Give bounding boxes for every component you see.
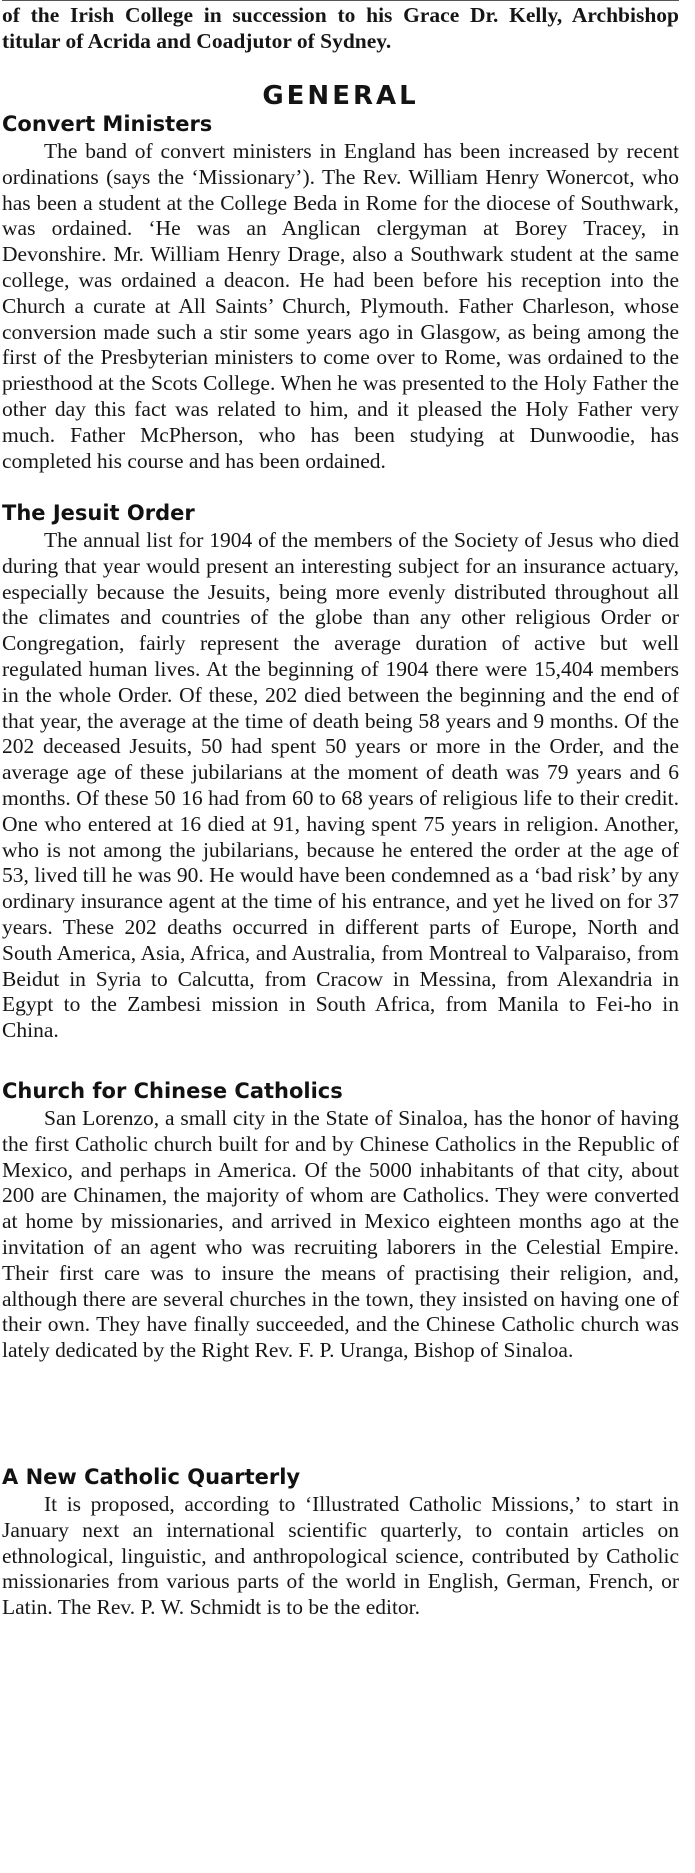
article-jesuit-order — [2, 500, 679, 1044]
section-heading-general: GENERAL — [262, 81, 419, 111]
article-convert-ministers — [2, 111, 679, 474]
article-chinese-catholics — [2, 1078, 679, 1364]
article-title: Convert Ministers — [2, 112, 213, 136]
article-body: It is proposed, according to ‘Illustrated Catholic Missions,’ to start in January next an international scientific quarterly, to contain articles on ethnological, linguistic, and anthropological science, contributed by Catholic missionaries from various parts of the world in English, German, French, or Latin. The Rev. P. W. Schmidt is to be the editor. — [2, 1492, 679, 1620]
article-body: The band of convert ministers in England has been increased by recent ordinations (says the ‘Missionary’). The Rev. William Henry Wonercot, who has been a student at the College Beda in Rome for the diocese of Southwark, was ordained. ‘He was an Anglican clergyman at Borey Tracey, in Devonshire. Mr. William Henry Drage, also a Southwark student at the same college, was ordained a deacon. He had been before his reception into the Church a curate at All Saints’ Church, Plymouth. Father Charleson, whose conversion made such a stir some years ago in Glasgow, as being among the first of the Presbyterian ministers to come over to Rome, was ordained to the priesthood at the Scots College. When he was presented to the Holy Father the other day this fact was related to him, and it pleased the Holy Father very much. Father McPherson, who has been studying at Dunwoodie, has completed his course and has been ordained. — [2, 139, 679, 473]
newspaper-column — [2, 0, 679, 1873]
article-body: The annual list for 1904 of the members of the Society of Jesus who died during that year would present an interesting subject for an insurance actuary, especially because the Jesuits, being more evenly distributed throughout all the climates and countries of the globe than any other religious Order or Congregation, fairly represent the average duration of active but well regulated human lives. At the beginning of 1904 there were 15,404 members in the whole Order. Of these, 202 died between the beginning and the end of that year, the average at the time of death being 58 years and 9 months. Of the 202 deceased Jesuits, 50 had spent 50 years or more in the Order, and the average age of these jubilarians at the moment of death was 79 years and 6 months. Of these 50 16 had from 60 to 68 years of religious life to their credit. One who entered at 16 died at 91, having spent 75 years in religion. Another, who is not among the jubilarians, because he entered the order at the age of 53, lived till he was 90. He would have been condemned as a ‘bad risk’ by any ordinary insurance agent at the time of his entrance, and yet he lived on for 37 years. These 202 deaths occurred in different parts of Europe, North and South America, Asia, Africa, and Australia, from Montreal to Valparaiso, from Beidut in Syria to Calcutta, from Cracow in Messina, from Alexandria in Egypt to the Zambesi mission in South Africa, from Manila to Fei-ho in China. — [2, 528, 679, 1043]
article-title: A New Catholic Quarterly — [2, 1465, 301, 1489]
article-title: The Jesuit Order — [2, 501, 195, 525]
article-catholic-quarterly — [2, 1464, 679, 1621]
intro-paragraph: of the Irish College in succession to his Grace Dr. Kelly, Archbishop titular of Acrida and Coadjutor of Sydney. — [2, 3, 679, 53]
top-rule — [2, 0, 679, 1]
article-body: San Lorenzo, a small city in the State of Sinaloa, has the honor of having the first Catholic church built for and by Chinese Catholics in the Republic of Mexico, and perhaps in America. Of the 5000 inhabitants of that city, about 200 are Chinamen, the majority of whom are Catholics. They were converted at home by missionaries, and arrived in Mexico eighteen months ago at the invitation of an agent who was recruiting laborers in the Celestial Empire. Their first care was to insure the means of practising their religion, and, although there are several churches in the town, they insisted on having one of their own. They have finally succeeded, and the Chinese Catholic church was lately dedicated by the Right Rev. F. P. Uranga, Bishop of Sinaloa. — [2, 1106, 679, 1363]
article-title: Church for Chinese Catholics — [2, 1079, 343, 1103]
